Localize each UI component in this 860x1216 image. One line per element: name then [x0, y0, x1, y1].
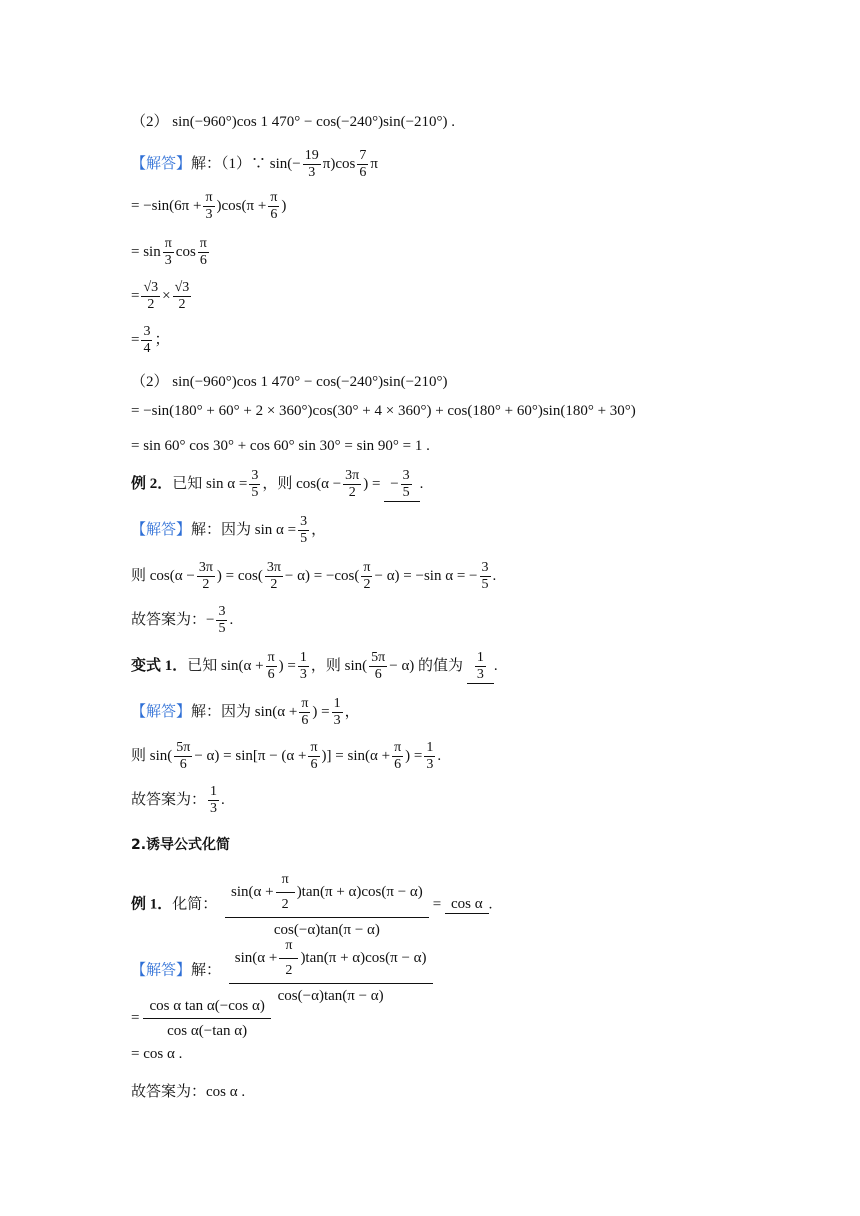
question-part2: （2） sin(−960°)cos 1 470° − cos(−240°)sin(−210°) . [131, 114, 456, 130]
variant-1: 变式 1．已知 sin(α + $\frac{\pi}{6}$ ) = $\frac{1}{3}$ ，则 sin( $\frac{5\pi}{6}$ − α) 的值为 $\frac{1}{3}$ . [131, 650, 498, 682]
solution-part2-line1: = −sin(180° + 60° + 2 × 360°)cos(30° + 4 × 360°) + cos(180° + 60°)sin(180° + 30°) [131, 403, 636, 419]
answer-blank: $\frac{1}{3}$ [467, 650, 494, 684]
variant-1-solution-2: 则 sin( $\frac{5\pi}{6}$ − α) = sin[π − (α + $\frac{\pi}{6}$ )] = sin(α + $\frac{\pi}{6}$ ) = $\frac{1}{3}$ . [131, 740, 442, 772]
example-1-solution-2: = $\frac{\text{cos α tan α(−cos α)}}{\text{cos α(−tan α)}}$ [131, 996, 820, 1041]
example-1-simplify: 例 1．化简： sin(α + $\frac{\pi}{2}$ )tan(π + α)cos(π − α) cos(−α)tan(π − α) = cos α . [131, 872, 493, 938]
example-1-solution-1: 【解答】解： sin(α + $\frac{\pi}{2}$ )tan(π + α)cos(π − α) cos(−α)tan(π − α) [131, 936, 820, 1006]
solution-part2-restate: （2） sin(−960°)cos 1 470° − cos(−240°)sin(−210°) [131, 374, 448, 390]
example-2: 例 2．已知 sin α = $\frac{3}{5}$ ，则 cos(α − $\frac{3\pi}{2}$ ) = − $\frac{3}{5}$ . [131, 468, 424, 500]
solution-line-4: = $\frac{√3}{2}$ × $\frac{√3}{2}$ [131, 280, 190, 312]
section-heading: 2.诱导公式化简 [131, 837, 231, 853]
example-2-solution-2: 则 cos(α − $\frac{3\pi}{2}$ ) = cos( $\frac{3\pi}{2}$ − α) = −cos( $\frac{\pi}{2}$ − α) = −sin α = − $\frac{3}{5}$ . [131, 560, 497, 592]
example-1-final: 故答案为：cos α . [131, 1084, 246, 1100]
answer-blank: − $\frac{3}{5}$ [384, 468, 419, 502]
variant-1-solution-1: 【解答】解：因为 sin(α + $\frac{\pi}{6}$ ) = $\frac{1}{3}$ ， [131, 696, 360, 728]
solution-line-5: = $\frac{3}{4}$ ； [131, 324, 170, 356]
solution-line-2: = −sin(6π + $\frac{\pi}{3}$ )cos(π + $\frac{\pi}{6}$ ) [131, 190, 287, 222]
example-2-solution-1: 【解答】解：因为 sin α = $\frac{3}{5}$ ， [131, 514, 327, 546]
example-2-final: 故答案为：− $\frac{3}{5}$ . [131, 604, 234, 636]
answer-blank: cos α [445, 896, 489, 914]
answer-tag: 【解答】 [131, 155, 192, 172]
example-1-solution-3: = cos α . [131, 1046, 183, 1062]
solution-line-1: 【解答】解：（1）∵ sin(− $\frac{19}{3}$ π)cos $\frac{7}{6}$ π [131, 148, 378, 180]
variant-1-final: 故答案为： $\frac{1}{3}$ . [131, 784, 225, 816]
solution-line-3: = sin $\frac{\pi}{3}$ cos $\frac{\pi}{6}$ [131, 236, 207, 268]
solution-part2-line2: = sin 60° cos 30° + cos 60° sin 30° = sin 90° = 1 . [131, 438, 430, 454]
